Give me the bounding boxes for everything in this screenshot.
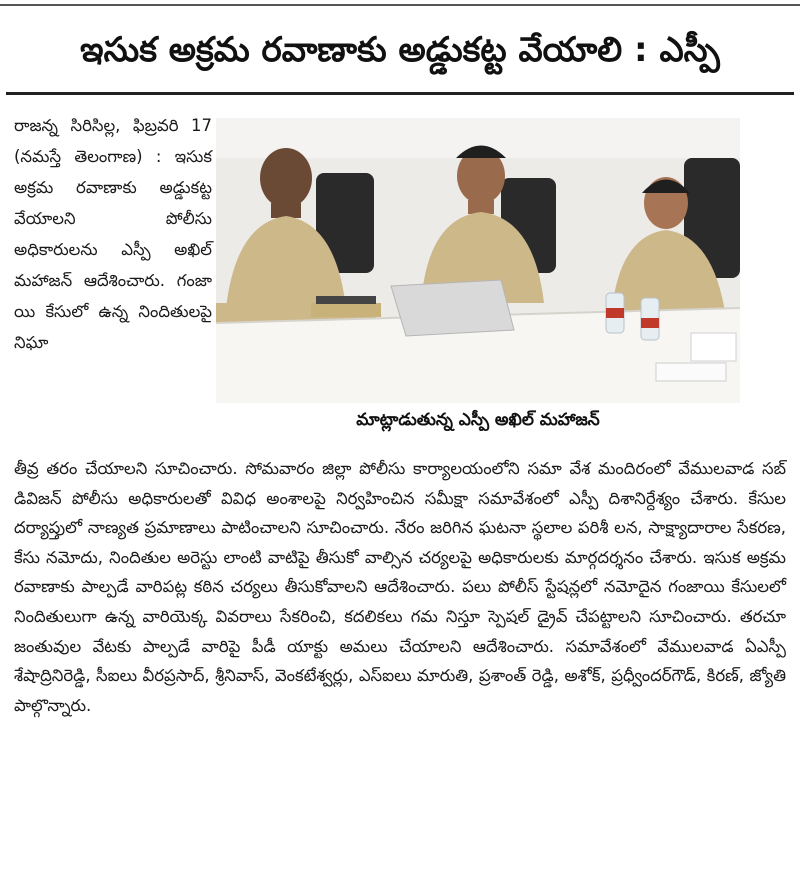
- top-rule: [0, 4, 800, 6]
- headline: ఇసుక అక్రమ రవాణాకు అడ్డుకట్ట వేయాలి : ఎస్పీ: [80, 30, 720, 70]
- photo-caption: మాట్లాడుతున్న ఎస్పీ అఖిల్ మహాజన్: [356, 410, 600, 430]
- news-photo: [216, 118, 740, 403]
- headline-rule: [6, 92, 794, 95]
- article-body: తీవ్ర తరం చేయాలని సూచించారు. సోమవారం జిల్లా పోలీసు కార్యాలయంలోని సమా వేశ మందిరంలో వేములవాడ సబ్ డివిజన్ పోలీసు అధికారులతో వివిధ అంశాలపై నిర్వహించిన సమీక్షా సమావేశంలో ఎస్పీ దిశానిర్దేశ్యం చేశారు. కేసుల దర్యాప్తులో నాణ్యత ప్రమాణాలు పాటించాలని సూచించారు. నేరం జరిగిన ఘటనా స్థలాల పరిశీ లన, సాక్ష్యాదారాల సేకరణ, కేసు నమోదు, నిందితుల అరెస్టు లాంటి వాటిపై తీసుకో వాల్సిన చర్యలపై అధికారులకు మార్గదర్శనం చేశారు. ఇసుక అక్రమ రవాణాకు పాల్పడే వారిపట్ల కఠిన చర్యలు తీసుకోవాలని ఆదేశించారు. పలు పోలీస్ స్టేషన్లలో నమోదైన గంజాయి కేసులలో నిందితులుగా ఉన్న వారియెక్క వివరాలు సేకరించి, కదలికలు గమ నిస్తూ స్పెషల్ డ్రైవ్ చేపట్టాలని సూచించారు. తరచూ జంతువుల వేటకు పాల్పడే వారిపై పీడీ యాక్టు అమలు చేయాలని ఆదేశించారు. సమావేశంలో వేములవాడ ఏఎస్పీ శేషాద్రినిరెడ్డి, సీఐలు వీరప్రసాద్, శ్రీనివాస్, వెంకటేశ్వర్లు, ఎస్ఐలు మారుతి, ప్రశాంత్ రెడ్డి, అశోక్, ప్రధ్వీందర్‌గౌడ్, కిరణ్, జ్యోతి పాల్గొన్నారు.: [14, 459, 786, 715]
- officers-meeting-illustration: [216, 118, 740, 403]
- intro-paragraph: రాజన్న సిరిసిల్ల, ఫిబ్రవరి 17 (నమస్తే తెలంగాణ) : ఇసుక అక్రమ రవాణాకు అడ్డుకట్ట వేయాలని పోలీసు అధికారులను ఎస్పీ అఖిల్ మహాజన్ ఆదేశించారు. గంజా యి కేసులో ఉన్న నిందితులపై నిఘా: [14, 116, 212, 352]
